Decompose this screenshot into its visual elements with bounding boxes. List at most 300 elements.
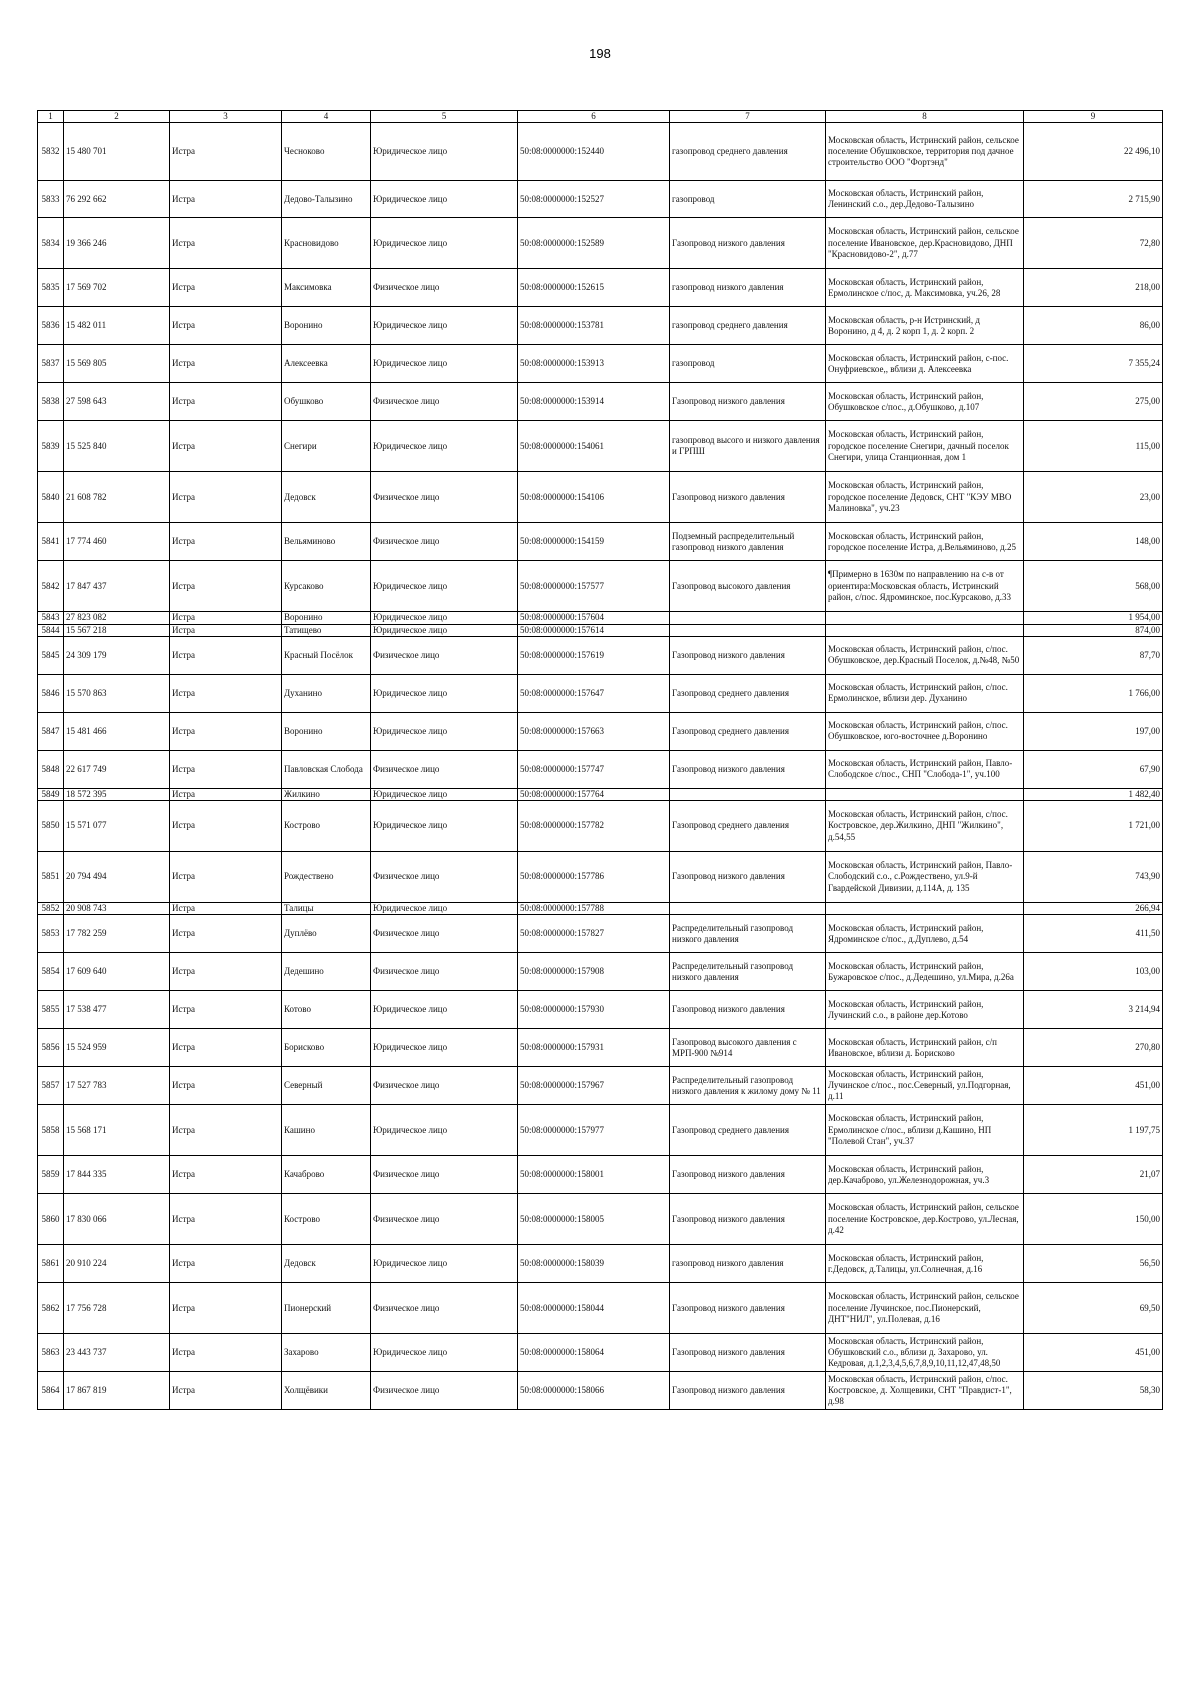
table-row [38, 801, 1163, 852]
table-cell: газопровод [670, 181, 826, 218]
table-cell: Юридическое лицо [371, 674, 518, 712]
table-cell: 5838 [38, 383, 64, 421]
table-cell: Газопровод низкого давления [670, 1156, 826, 1194]
table-cell: Московская область, Истринский район, с-пос. Онуфриевское,, вблизи д. Алексеевка [826, 345, 1024, 383]
table-cell: Истра [170, 915, 282, 953]
table-cell: 17 609 640 [64, 953, 170, 991]
table-cell: Качаброво [282, 1156, 371, 1194]
table-cell: 50:08:0000000:157619 [518, 636, 670, 674]
table-cell: Московская область, Истринский район, сельское поселение Лучинское, пос.Пионерский, ДНТ"НИЛ", ул.Полевая, д.16 [826, 1283, 1024, 1334]
table-row [38, 1156, 1163, 1194]
table-cell: Истра [170, 561, 282, 612]
table-cell: 17 756 728 [64, 1283, 170, 1334]
table-cell: Истра [170, 674, 282, 712]
table-cell: Кострово [282, 1194, 371, 1245]
table-cell: 19 366 246 [64, 218, 170, 269]
table-cell: 5861 [38, 1245, 64, 1283]
table-cell: 50:08:0000000:158044 [518, 1283, 670, 1334]
table-cell: 50:08:0000000:157604 [518, 612, 670, 624]
table-cell: Газопровод среднего давления [670, 801, 826, 852]
table-cell: Дедешино [282, 953, 371, 991]
table-cell: Истра [170, 953, 282, 991]
table-cell: 17 538 477 [64, 991, 170, 1029]
table-cell: Московская область, Истринский район, с/п Ивановское, вблизи д. Борисково [826, 1029, 1024, 1067]
table-cell: газопровод среднего давления [670, 123, 826, 181]
table-cell: Истра [170, 383, 282, 421]
table-cell: 5853 [38, 915, 64, 953]
table-row [38, 788, 1163, 800]
table-cell: 72,80 [1024, 218, 1163, 269]
table-cell: Истра [170, 1105, 282, 1156]
table-cell: газопровод низкого давления [670, 269, 826, 307]
table-cell: 5855 [38, 991, 64, 1029]
table-row [38, 1067, 1163, 1105]
table-cell: 50:08:0000000:158039 [518, 1245, 670, 1283]
table-cell: 1 954,00 [1024, 612, 1163, 624]
table-cell: 5854 [38, 953, 64, 991]
table-row [38, 561, 1163, 612]
table-cell: Воронино [282, 612, 371, 624]
table-cell: 15 482 011 [64, 307, 170, 345]
table-cell: 5843 [38, 612, 64, 624]
table-cell: Физическое лицо [371, 1067, 518, 1105]
table-cell: Газопровод среднего давления [670, 1105, 826, 1156]
table-cell: 5849 [38, 788, 64, 800]
table-cell: 87,70 [1024, 636, 1163, 674]
table-cell [826, 788, 1024, 800]
table-cell: Юридическое лицо [371, 1334, 518, 1372]
table-cell: Курсаково [282, 561, 371, 612]
table-cell: 86,00 [1024, 307, 1163, 345]
table-cell [670, 903, 826, 915]
table-cell: 1 197,75 [1024, 1105, 1163, 1156]
table-cell: Газопровод низкого давления [670, 636, 826, 674]
table-cell: Газопровод среднего давления [670, 674, 826, 712]
table-cell: Холщёвики [282, 1372, 371, 1410]
table-cell: 5864 [38, 1372, 64, 1410]
table-cell: Юридическое лицо [371, 345, 518, 383]
table-cell: 5847 [38, 712, 64, 750]
table-cell: Дуплёво [282, 915, 371, 953]
table-cell: 50:08:0000000:157977 [518, 1105, 670, 1156]
table-row [38, 852, 1163, 903]
table-cell: 18 572 395 [64, 788, 170, 800]
table-cell: Физическое лицо [371, 750, 518, 788]
table-cell: Рождествено [282, 852, 371, 903]
table-cell: Максимовка [282, 269, 371, 307]
table-cell: Татищево [282, 624, 371, 636]
table-cell: Физическое лицо [371, 383, 518, 421]
table-cell: Физическое лицо [371, 953, 518, 991]
table-cell: Истра [170, 852, 282, 903]
table-cell: 2 715,90 [1024, 181, 1163, 218]
table-cell: Юридическое лицо [371, 307, 518, 345]
table-cell: 50:08:0000000:158064 [518, 1334, 670, 1372]
table-cell: Красный Посёлок [282, 636, 371, 674]
table-cell: 5845 [38, 636, 64, 674]
table-cell: Истра [170, 1283, 282, 1334]
table-cell: Истра [170, 523, 282, 561]
table-cell: 50:08:0000000:157614 [518, 624, 670, 636]
table-cell: Московская область, Истринский район, Ядроминское с/пос., д.Дуплево, д.54 [826, 915, 1024, 953]
table-row [38, 991, 1163, 1029]
table-cell: 5841 [38, 523, 64, 561]
table-row [38, 1283, 1163, 1334]
table-row [38, 472, 1163, 523]
table-cell: Физическое лицо [371, 269, 518, 307]
table-cell: 5839 [38, 421, 64, 472]
table-cell: 50:08:0000000:157827 [518, 915, 670, 953]
table-cell: 50:08:0000000:152440 [518, 123, 670, 181]
table-cell: 743,90 [1024, 852, 1163, 903]
table-cell: Красновидово [282, 218, 371, 269]
table-row [38, 612, 1163, 624]
table-row [38, 1029, 1163, 1067]
table-cell: Истра [170, 1372, 282, 1410]
table-cell: Юридическое лицо [371, 1029, 518, 1067]
table-cell: 1 482,40 [1024, 788, 1163, 800]
table-cell: Московская область, Истринский район, с/пос. Костровское, д. Холщевики, СНТ "Правдист-1", д.98 [826, 1372, 1024, 1410]
table-row [38, 383, 1163, 421]
table-row [38, 1105, 1163, 1156]
table-cell: 1 721,00 [1024, 801, 1163, 852]
table-cell: Московская область, Истринский район, Обушковский с.о., вблизи д. Захарово, ул. Кедровая, д.1,2,3,4,5,6,7,8,9,10,11,12,47,48,50 [826, 1334, 1024, 1372]
table-cell: Истра [170, 345, 282, 383]
table-cell: Юридическое лицо [371, 788, 518, 800]
table-cell: Юридическое лицо [371, 612, 518, 624]
table-cell: 24 309 179 [64, 636, 170, 674]
table-cell: Юридическое лицо [371, 181, 518, 218]
table-cell: 3 214,94 [1024, 991, 1163, 1029]
table-cell: Газопровод низкого давления [670, 1194, 826, 1245]
table-cell [670, 788, 826, 800]
table-cell: Газопровод низкого давления [670, 991, 826, 1029]
table-cell: ¶Примерно в 1630м по направлению на с-в от ориентира:Московская область, Истринский район, с/пос. Ядроминское, пос.Курсаково, д.33 [826, 561, 1024, 612]
table-cell: Юридическое лицо [371, 123, 518, 181]
table-cell: Московская область, Истринский район, Обушковское с/пос., д.Обушково, д.107 [826, 383, 1024, 421]
table-cell: 50:08:0000000:154159 [518, 523, 670, 561]
table-cell: газопровод среднего давления [670, 307, 826, 345]
table-cell: Юридическое лицо [371, 421, 518, 472]
table-cell: Истра [170, 472, 282, 523]
table-cell: 20 794 494 [64, 852, 170, 903]
table-cell: 50:08:0000000:157967 [518, 1067, 670, 1105]
table-cell: 27 598 643 [64, 383, 170, 421]
table-row [38, 624, 1163, 636]
header-cell: 1 [38, 111, 64, 123]
table-cell: 148,00 [1024, 523, 1163, 561]
table-cell: 15 571 077 [64, 801, 170, 852]
table-row [38, 1372, 1163, 1410]
table-cell: Истра [170, 903, 282, 915]
table-cell: Московская область, Истринский район, с/пос. Обушковское, юго-восточнее д.Воронино [826, 712, 1024, 750]
table-cell: 15 480 701 [64, 123, 170, 181]
table-cell: Истра [170, 1245, 282, 1283]
table-cell: 5856 [38, 1029, 64, 1067]
table-cell: 50:08:0000000:157747 [518, 750, 670, 788]
table-cell: газопровод высого и низкого давления и ГРПШ [670, 421, 826, 472]
table-cell: Кашино [282, 1105, 371, 1156]
table-cell: Кострово [282, 801, 371, 852]
table-cell: 115,00 [1024, 421, 1163, 472]
table-cell: Истра [170, 712, 282, 750]
table-cell: Дедово-Талызино [282, 181, 371, 218]
table-row [38, 903, 1163, 915]
table-cell: 69,50 [1024, 1283, 1163, 1334]
table-cell: 50:08:0000000:154106 [518, 472, 670, 523]
table-cell: Физическое лицо [371, 1156, 518, 1194]
table-cell: Физическое лицо [371, 523, 518, 561]
table-cell: 50:08:0000000:157782 [518, 801, 670, 852]
table-cell: 103,00 [1024, 953, 1163, 991]
table-cell: 5846 [38, 674, 64, 712]
table-cell: Московская область, Истринский район, сельское поселение Обушковское, территория под дачное строительство ООО "Фортэнд" [826, 123, 1024, 181]
table-cell: 5851 [38, 852, 64, 903]
table-cell: Московская область, Истринский район, Ермолинское с/пос., вблизи д.Кашино, НП "Полевой Стан", уч.37 [826, 1105, 1024, 1156]
table-cell: Распределительный газопровод низкого давления к жилому дому № 11 [670, 1067, 826, 1105]
table-cell: Истра [170, 181, 282, 218]
table-cell: Газопровод высокого давления с МРП-900 №914 [670, 1029, 826, 1067]
table-cell [670, 624, 826, 636]
table-cell: 50:08:0000000:152527 [518, 181, 670, 218]
table-cell: 568,00 [1024, 561, 1163, 612]
table-cell: 874,00 [1024, 624, 1163, 636]
table-cell: 50:08:0000000:154061 [518, 421, 670, 472]
table-row [38, 123, 1163, 181]
table-cell: Истра [170, 123, 282, 181]
table-cell: Московская область, Истринский район, городское поселение Истра, д.Вельяминово, д.25 [826, 523, 1024, 561]
table-cell: Московская область, Истринский район, Ленинский с.о., дер.Дедово-Талызино [826, 181, 1024, 218]
table-cell: Юридическое лицо [371, 218, 518, 269]
table-cell: Захарово [282, 1334, 371, 1372]
table-cell: 22 617 749 [64, 750, 170, 788]
table-cell: 50:08:0000000:158001 [518, 1156, 670, 1194]
table-cell: Газопровод низкого давления [670, 383, 826, 421]
table-cell: 17 782 259 [64, 915, 170, 953]
table-cell: Истра [170, 636, 282, 674]
table-cell: Московская область, р-н Истринский, д Воронино, д 4, д. 2 корп 1, д. 2 корп. 2 [826, 307, 1024, 345]
table-cell: 5832 [38, 123, 64, 181]
table-cell: Борисково [282, 1029, 371, 1067]
table-cell: 15 569 805 [64, 345, 170, 383]
table-cell: Юридическое лицо [371, 1105, 518, 1156]
table-cell: Истра [170, 750, 282, 788]
table-cell: Истра [170, 307, 282, 345]
table-cell: Физическое лицо [371, 1283, 518, 1334]
table-cell: 22 496,10 [1024, 123, 1163, 181]
table-cell: Газопровод низкого давления [670, 472, 826, 523]
table-cell: Вельяминово [282, 523, 371, 561]
table-cell: 1 766,00 [1024, 674, 1163, 712]
table-cell: 5835 [38, 269, 64, 307]
table-cell: газопровод низкого давления [670, 1245, 826, 1283]
table-cell: 27 823 082 [64, 612, 170, 624]
table-cell: Юридическое лицо [371, 801, 518, 852]
table-cell: 15 567 218 [64, 624, 170, 636]
table-cell: Распределительный газопровод низкого давления [670, 915, 826, 953]
table-cell: 5842 [38, 561, 64, 612]
table-cell: 17 867 819 [64, 1372, 170, 1410]
table-cell: 17 844 335 [64, 1156, 170, 1194]
table-cell: 275,00 [1024, 383, 1163, 421]
table-cell: 5834 [38, 218, 64, 269]
table-cell: 50:08:0000000:157647 [518, 674, 670, 712]
table-cell: 21,07 [1024, 1156, 1163, 1194]
table-cell: Истра [170, 788, 282, 800]
table-cell: Газопровод высокого давления [670, 561, 826, 612]
table-cell: Физическое лицо [371, 636, 518, 674]
table-cell: 266,94 [1024, 903, 1163, 915]
table-cell: 21 608 782 [64, 472, 170, 523]
table-cell: 15 524 959 [64, 1029, 170, 1067]
table-cell: Воронино [282, 307, 371, 345]
table-cell: 17 569 702 [64, 269, 170, 307]
table-cell: 17 774 460 [64, 523, 170, 561]
table-cell: Московская область, Истринский район, с/пос. Обушковское, дер.Красный Поселок, д.№48, №50 [826, 636, 1024, 674]
table-cell: Московская область, Истринский район, г.Дедовск, д.Талицы, ул.Солнечная, д.16 [826, 1245, 1024, 1283]
table-cell: Истра [170, 1156, 282, 1194]
table-cell: Московская область, Истринский район, Павло-Слободский с.о., с.Рождествено, ул.9-й Гвардейской Дивизии, д.114А, д. 135 [826, 852, 1024, 903]
table-cell: Юридическое лицо [371, 712, 518, 750]
table-cell: Газопровод низкого давления [670, 1334, 826, 1372]
table-row [38, 421, 1163, 472]
table-cell [826, 903, 1024, 915]
table-cell: 50:08:0000000:158005 [518, 1194, 670, 1245]
table-cell: 5857 [38, 1067, 64, 1105]
header-cell: 3 [170, 111, 282, 123]
table-cell: 50:08:0000000:152615 [518, 269, 670, 307]
table-cell: 5859 [38, 1156, 64, 1194]
table-cell: 5836 [38, 307, 64, 345]
table-cell: Юридическое лицо [371, 624, 518, 636]
table-cell: Истра [170, 1334, 282, 1372]
table-row [38, 712, 1163, 750]
table-cell: Истра [170, 1067, 282, 1105]
table-cell: 50:08:0000000:157908 [518, 953, 670, 991]
table-cell: Подземный распределительный газопровод низкого давления [670, 523, 826, 561]
table-cell: Истра [170, 218, 282, 269]
table-cell: 5833 [38, 181, 64, 218]
table-cell: Воронино [282, 712, 371, 750]
table-cell: Талицы [282, 903, 371, 915]
table-row [38, 218, 1163, 269]
table-cell: 17 847 437 [64, 561, 170, 612]
table-cell: Истра [170, 801, 282, 852]
table-cell [670, 612, 826, 624]
table-cell: 50:08:0000000:153914 [518, 383, 670, 421]
table-cell: 451,00 [1024, 1067, 1163, 1105]
table-cell [826, 624, 1024, 636]
table-cell: 150,00 [1024, 1194, 1163, 1245]
table-cell: Истра [170, 269, 282, 307]
table-row [38, 523, 1163, 561]
header-cell: 7 [670, 111, 826, 123]
table-cell: 5837 [38, 345, 64, 383]
table-cell: 23 443 737 [64, 1334, 170, 1372]
table-row [38, 307, 1163, 345]
table-row [38, 1334, 1163, 1372]
table-cell: Физическое лицо [371, 472, 518, 523]
table-cell: 76 292 662 [64, 181, 170, 218]
table-cell: Газопровод низкого давления [670, 852, 826, 903]
table-cell: Алексеевка [282, 345, 371, 383]
table-row [38, 181, 1163, 218]
table-body [38, 123, 1163, 1410]
table-cell: 20 908 743 [64, 903, 170, 915]
table-cell: Московская область, Истринский район, дер.Качаброво, ул.Железнодорожная, уч.3 [826, 1156, 1024, 1194]
table-cell: 218,00 [1024, 269, 1163, 307]
table-cell: 5863 [38, 1334, 64, 1372]
table-cell: Московская область, Истринский район, городское поселение Снегири, дачный поселок Снегири, улица Станционная, дом 1 [826, 421, 1024, 472]
table-cell: Истра [170, 421, 282, 472]
table-cell: Газопровод низкого давления [670, 1283, 826, 1334]
table-cell: Юридическое лицо [371, 991, 518, 1029]
table-cell: Чесноково [282, 123, 371, 181]
table-cell: Обушково [282, 383, 371, 421]
table-cell: 5840 [38, 472, 64, 523]
table-row [38, 269, 1163, 307]
table-cell: Северный [282, 1067, 371, 1105]
table-cell: 411,50 [1024, 915, 1163, 953]
table-row [38, 750, 1163, 788]
table-cell: Жилкино [282, 788, 371, 800]
table-row [38, 1245, 1163, 1283]
table-cell: 451,00 [1024, 1334, 1163, 1372]
table-cell: Юридическое лицо [371, 1245, 518, 1283]
header-cell: 6 [518, 111, 670, 123]
table-cell: 56,50 [1024, 1245, 1163, 1283]
table-cell: 7 355,24 [1024, 345, 1163, 383]
table-cell: 270,80 [1024, 1029, 1163, 1067]
table-cell: Истра [170, 624, 282, 636]
table-cell: 5858 [38, 1105, 64, 1156]
header-cell: 2 [64, 111, 170, 123]
table-cell: Московская область, Истринский район, Лучинское с/пос., пос.Северный, ул.Подгорная, д.11 [826, 1067, 1024, 1105]
table-cell: Московская область, Истринский район, городское поселение Дедовск, СНТ "КЭУ МВО Малиновка", уч.23 [826, 472, 1024, 523]
table-cell: Духанино [282, 674, 371, 712]
header-cell: 5 [371, 111, 518, 123]
table-cell: 15 570 863 [64, 674, 170, 712]
table-row [38, 953, 1163, 991]
table-cell: 50:08:0000000:152589 [518, 218, 670, 269]
table-cell: 50:08:0000000:157931 [518, 1029, 670, 1067]
table-cell: Физическое лицо [371, 1194, 518, 1245]
table-cell: 15 481 466 [64, 712, 170, 750]
table-cell: 50:08:0000000:157577 [518, 561, 670, 612]
table-cell: 17 527 783 [64, 1067, 170, 1105]
table-row [38, 674, 1163, 712]
table-cell: газопровод [670, 345, 826, 383]
table-cell: Истра [170, 1029, 282, 1067]
table-cell: 50:08:0000000:158066 [518, 1372, 670, 1410]
table-cell: 50:08:0000000:153781 [518, 307, 670, 345]
page-number: 198 [589, 46, 611, 61]
table-cell: Юридическое лицо [371, 903, 518, 915]
header-cell: 4 [282, 111, 371, 123]
registry-table [37, 110, 1163, 1410]
table-cell: Истра [170, 991, 282, 1029]
table-cell: 50:08:0000000:157786 [518, 852, 670, 903]
table-cell: Газопровод низкого давления [670, 218, 826, 269]
table-cell: Юридическое лицо [371, 561, 518, 612]
table-row [38, 345, 1163, 383]
table-cell: Газопровод среднего давления [670, 712, 826, 750]
table-cell: 50:08:0000000:153913 [518, 345, 670, 383]
table-cell: 15 525 840 [64, 421, 170, 472]
table-row [38, 1194, 1163, 1245]
table-cell: Павловская Слобода [282, 750, 371, 788]
table-cell: Дедовск [282, 472, 371, 523]
